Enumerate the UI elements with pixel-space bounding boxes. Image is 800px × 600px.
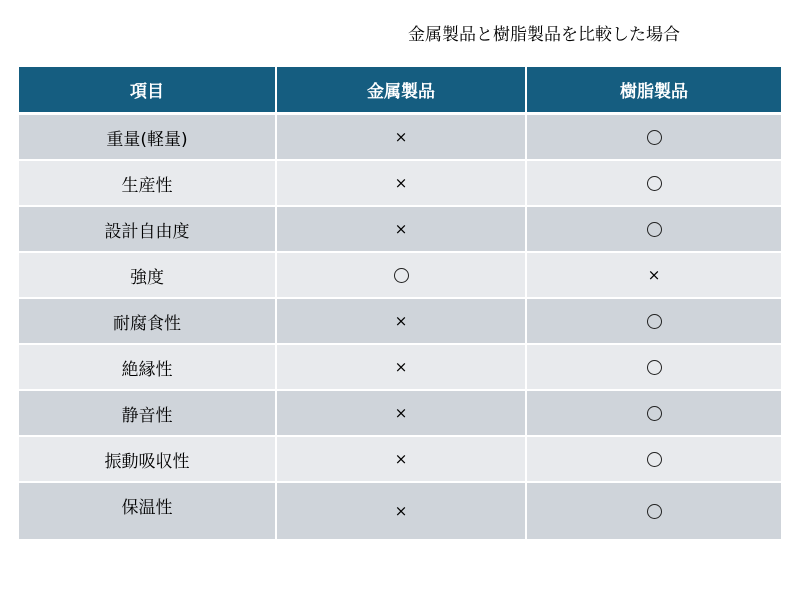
metal-mark — [277, 345, 527, 391]
resin-mark — [527, 207, 781, 253]
circle-mark-icon — [647, 130, 662, 145]
circle-mark-icon — [647, 176, 662, 191]
metal-mark — [277, 483, 527, 539]
metal-mark — [277, 253, 527, 299]
page-title: 金属製品と樹脂製品を比較した場合 — [408, 25, 680, 45]
resin-mark — [527, 115, 781, 161]
metal-mark — [277, 437, 527, 483]
table-row — [19, 115, 781, 161]
cross-mark-icon: × — [394, 502, 408, 520]
item-cell: 耐腐食性 — [19, 299, 277, 345]
metal-mark — [277, 207, 527, 253]
cross-mark-icon: × — [394, 174, 408, 192]
table-row — [19, 253, 781, 299]
cross-mark-icon: × — [394, 128, 408, 146]
metal-mark — [277, 115, 527, 161]
resin-mark — [527, 299, 781, 345]
cross-mark-icon: × — [394, 358, 408, 376]
table-row — [19, 391, 781, 437]
header-resin: 樹脂製品 — [527, 67, 781, 115]
circle-mark-icon — [647, 314, 662, 329]
table-row — [19, 207, 781, 253]
item-cell: 絶縁性 — [19, 345, 277, 391]
item-cell: 振動吸収性 — [19, 437, 277, 483]
circle-mark-icon — [647, 222, 662, 237]
circle-mark-icon — [647, 360, 662, 375]
circle-mark-icon — [647, 504, 662, 519]
comparison-table — [19, 67, 781, 539]
cross-mark-icon: × — [394, 312, 408, 330]
resin-mark — [527, 253, 781, 299]
item-cell: 保温性 — [19, 483, 277, 539]
table-row — [19, 299, 781, 345]
table-row — [19, 161, 781, 207]
cross-mark-icon: × — [647, 266, 661, 284]
header-item: 項目 — [19, 67, 277, 115]
item-cell: 生産性 — [19, 161, 277, 207]
resin-mark — [527, 483, 781, 539]
item-cell: 強度 — [19, 253, 277, 299]
cross-mark-icon: × — [394, 220, 408, 238]
metal-mark — [277, 161, 527, 207]
circle-mark-icon — [647, 452, 662, 467]
item-cell: 重量(軽量) — [19, 115, 277, 161]
cross-mark-icon: × — [394, 450, 408, 468]
header-row — [19, 67, 781, 115]
resin-mark — [527, 345, 781, 391]
cross-mark-icon: × — [394, 404, 408, 422]
table-row — [19, 345, 781, 391]
table-row — [19, 483, 781, 539]
metal-mark — [277, 391, 527, 437]
resin-mark — [527, 161, 781, 207]
resin-mark — [527, 437, 781, 483]
metal-mark — [277, 299, 527, 345]
header-metal: 金属製品 — [277, 67, 527, 115]
circle-mark-icon — [394, 268, 409, 283]
circle-mark-icon — [647, 406, 662, 421]
item-cell: 設計自由度 — [19, 207, 277, 253]
resin-mark — [527, 391, 781, 437]
table-row — [19, 437, 781, 483]
item-cell: 静音性 — [19, 391, 277, 437]
